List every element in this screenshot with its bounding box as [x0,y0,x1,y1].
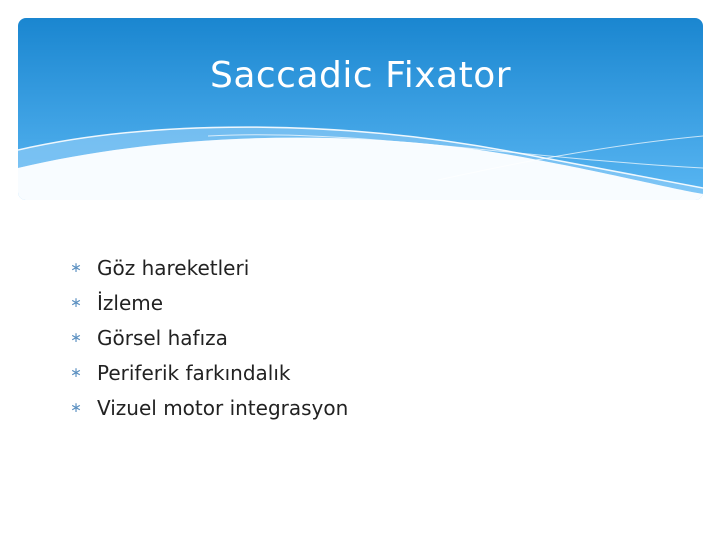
list-item [70,250,348,285]
bullet-label: İzleme [97,290,164,315]
bullet-label: Görsel hafıza [97,325,228,350]
bullet-label: Periferik farkındalık [97,360,291,385]
asterisk-icon: ∗ [70,329,82,346]
list-item [70,320,348,355]
list-item [70,355,348,390]
asterisk-icon: ∗ [70,259,82,276]
slide-title: Saccadic Fixator [209,55,512,96]
bullet-list [70,250,348,425]
asterisk-icon: ∗ [70,294,82,311]
header-wave-graphic [18,18,703,200]
bullet-label: Vizuel motor integrasyon [97,395,349,420]
list-item [70,390,348,425]
bullet-label: Göz hareketleri [97,255,250,280]
header-band [18,18,703,200]
asterisk-icon: ∗ [70,399,82,416]
asterisk-icon: ∗ [70,364,82,381]
list-item [70,285,348,320]
